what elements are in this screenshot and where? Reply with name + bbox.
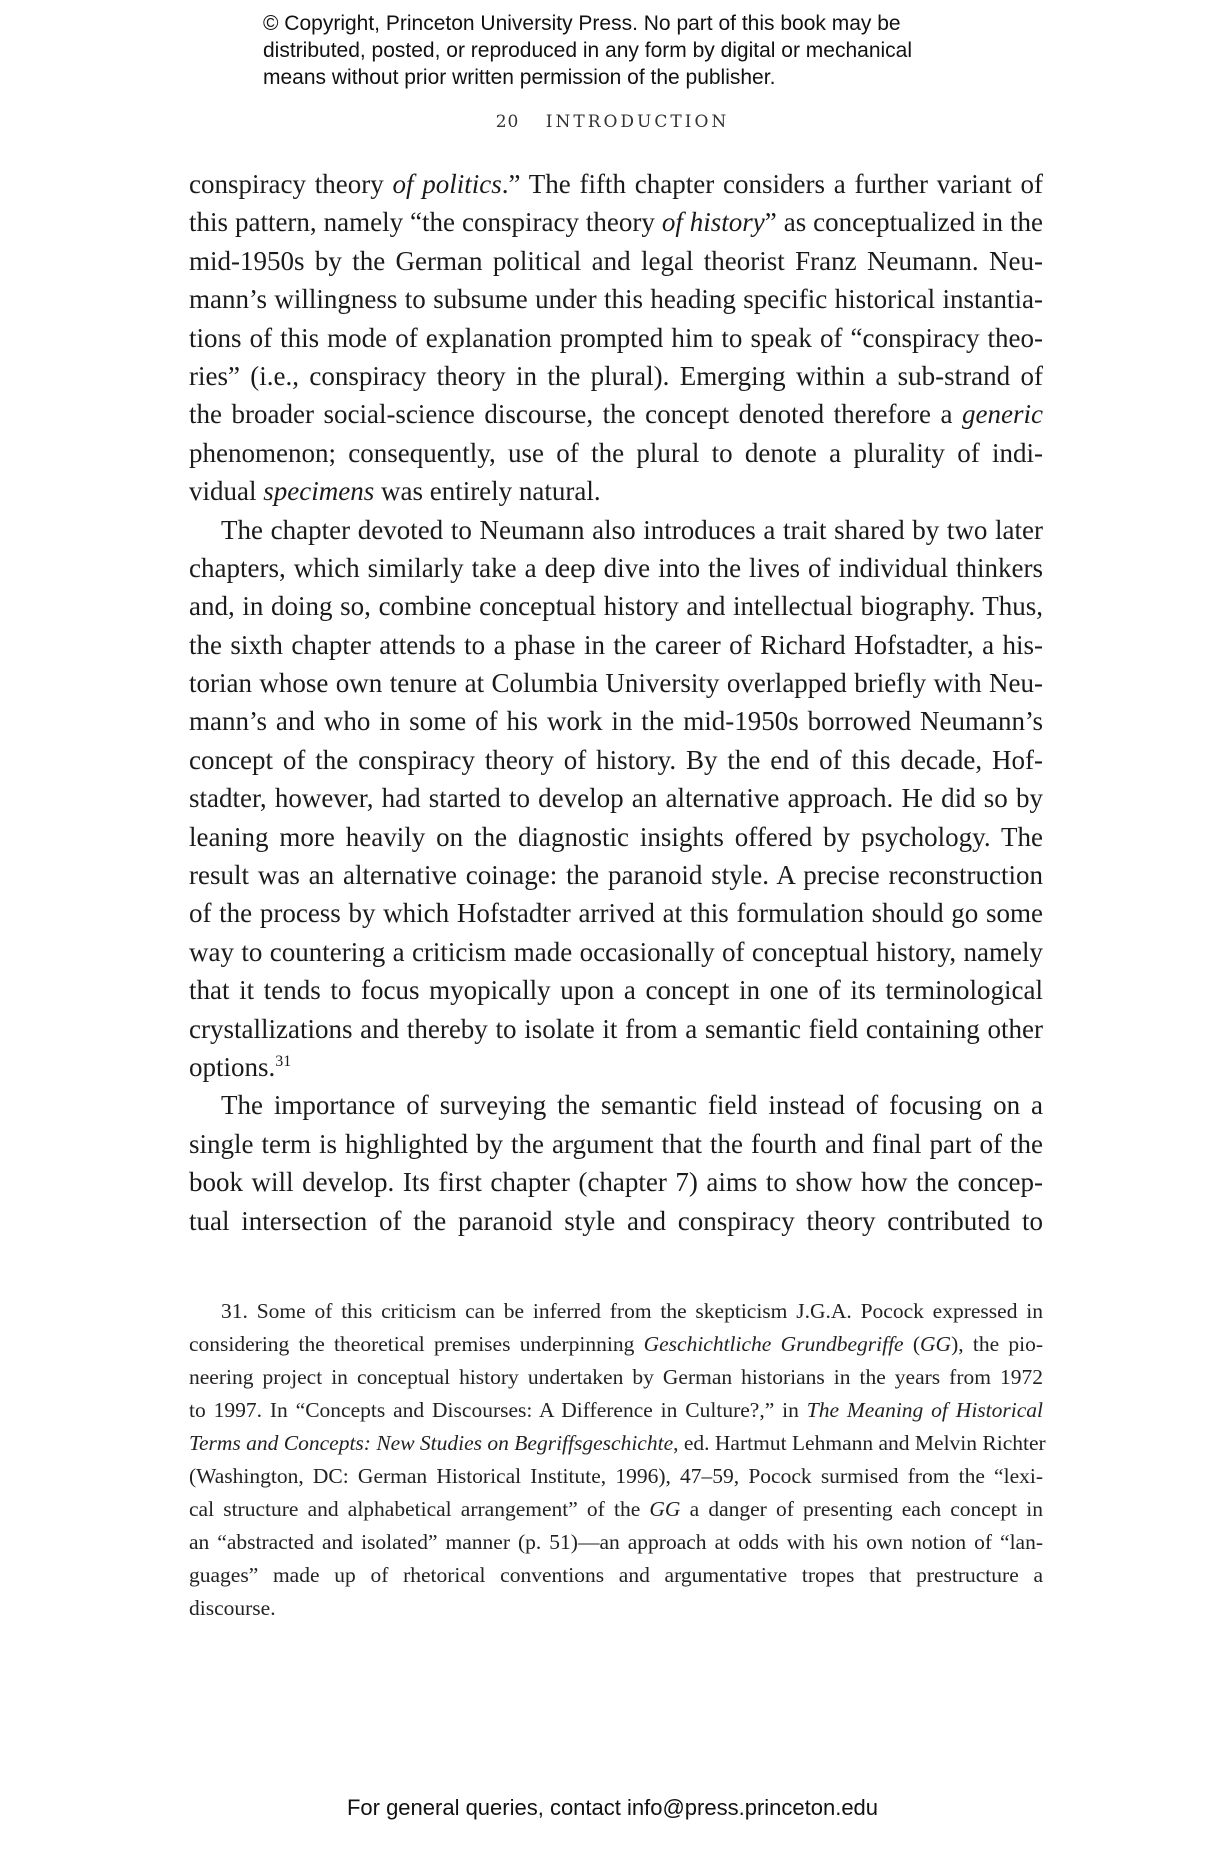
copyright-line: means without prior written permission of the publisher. [263, 66, 776, 89]
footnote-line: considering the theoretical premises underpinning Geschichtliche Grundbegriffe (GG), the pio- [189, 1332, 1043, 1356]
text-line: options.$^{31}$ [189, 1051, 292, 1082]
footnote-line: 31. Some of this criticism can be inferred from the skepticism J.G.A. Pocock expressed in [221, 1299, 1043, 1323]
copyright-line: © Copyright, Princeton University Press. No part of this book may be [263, 12, 901, 35]
copyright-line: distributed, posted, or reproduced in any form by digital or mechanical [263, 39, 913, 62]
text-line: that it tends to focus myopically upon a concept in one of its terminological [189, 975, 1043, 1006]
text-line: result was an alternative coinage: the paranoid style. A precise reconstruction [189, 860, 1043, 891]
page-number: 20 [495, 112, 520, 132]
footnote-line: Terms and Concepts: New Studies on Begriffsgeschichte, ed. Hartmut Lehmann and Melvin Richter [189, 1431, 1046, 1455]
text-line: this pattern, namely “the conspiracy theory of history” as conceptualized in the [189, 207, 1043, 238]
footnote-line: discourse. [189, 1596, 276, 1620]
footnote-line: an “abstracted and isolated” manner (p. 51)—an approach at odds with his own notion of “lan- [189, 1530, 1043, 1554]
footnote [189, 1295, 1046, 1625]
copyright-notice [263, 10, 1023, 91]
text-line: single term is highlighted by the argument that the fourth and final part of the [189, 1128, 1043, 1159]
text-line: leaning more heavily on the diagnostic insights offered by psychology. The [189, 821, 1043, 852]
footnote-line: guages” made up of rhetorical conventions and argumentative tropes that prestructure a [189, 1563, 1043, 1587]
text-line: crystallizations and thereby to isolate it from a semantic field containing other [189, 1013, 1043, 1044]
text-line: and, in doing so, combine conceptual history and intellectual biography. Thus, [189, 591, 1043, 622]
text-line: mann’s willingness to subsume under this heading specific historical instantia- [189, 284, 1043, 315]
text-line: torian whose own tenure at Columbia University overlapped briefly with Neu- [189, 668, 1043, 699]
footnote-line: (Washington, DC: German Historical Institute, 1996), 47–59, Pocock surmised from the “lexi- [189, 1464, 1043, 1488]
footnote-line: cal structure and alphabetical arrangement” of the GG a danger of presenting each concept in [189, 1497, 1043, 1521]
text-line: way to countering a criticism made occasionally of conceptual history, namely [189, 936, 1043, 967]
running-head [0, 112, 1225, 132]
text-line: vidual specimens was entirely natural. [189, 476, 601, 507]
text-line: mid-1950s by the German political and legal theorist Franz Neumann. Neu- [189, 245, 1043, 276]
text-line: conspiracy theory of politics.” The fifth chapter considers a further variant of [189, 169, 1043, 199]
footnote-reference[interactable]: 31 [275, 1052, 292, 1070]
text-line: the broader social-science discourse, the concept denoted therefore a generic [189, 399, 1043, 430]
text-line: tions of this mode of explanation prompted him to speak of “conspiracy theo- [189, 322, 1043, 353]
text-line: The chapter devoted to Neumann also introduces a trait shared by two later [221, 514, 1043, 545]
text-line: book will develop. Its first chapter (chapter 7) aims to show how the concep- [189, 1167, 1043, 1198]
body-text [189, 165, 1043, 1240]
text-line: ries” (i.e., conspiracy theory in the plural). Emerging within a sub-strand of [189, 360, 1043, 391]
contact-footer: For general queries, contact info@press.princeton.edu [346, 1795, 879, 1820]
footnote-line: neering project in conceptual history undertaken by German historians in the years from 1972 [189, 1365, 1043, 1389]
text-line: The importance of surveying the semantic field instead of focusing on a [221, 1090, 1043, 1121]
text-line: the sixth chapter attends to a phase in the career of Richard Hofstadter, a his- [189, 629, 1043, 660]
chapter-title: INTRODUCTION [545, 112, 730, 132]
text-line: of the process by which Hofstadter arrived at this formulation should go some [189, 898, 1043, 929]
text-line: mann’s and who in some of his work in the mid-1950s borrowed Neumann’s [189, 706, 1043, 737]
text-line: stadter, however, had started to develop an alternative approach. He did so by [189, 783, 1043, 814]
text-line: concept of the conspiracy theory of history. By the end of this decade, Hof- [189, 744, 1043, 775]
text-line: phenomenon; consequently, use of the plural to denote a plurality of indi- [189, 437, 1043, 468]
footnote-line: to 1997. In “Concepts and Discourses: A Difference in Culture?,” in The Meaning of Historical [189, 1398, 1043, 1422]
text-line: tual intersection of the paranoid style and conspiracy theory contributed to [189, 1205, 1043, 1236]
text-line: chapters, which similarly take a deep dive into the lives of individual thinkers [189, 552, 1043, 583]
